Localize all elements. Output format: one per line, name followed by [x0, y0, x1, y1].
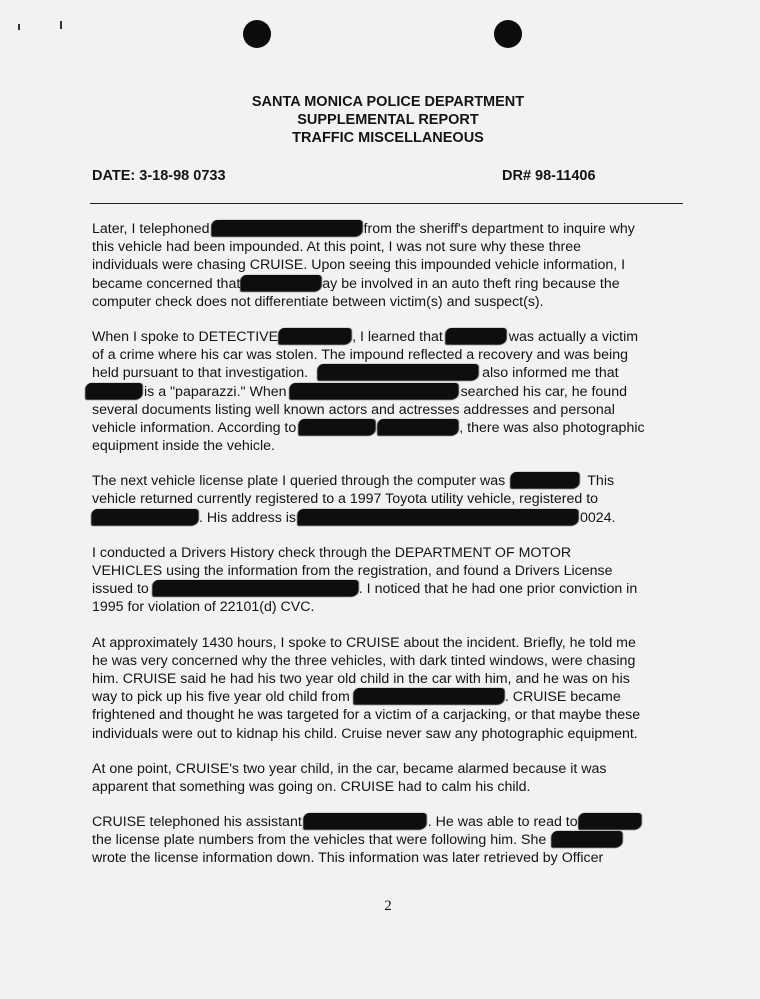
report-type: SUPPLEMENTAL REPORT — [297, 112, 479, 128]
redaction-bar — [511, 472, 579, 488]
text-line: individuals were chasing CRUISE. Upon seeing this impounded vehicle information, I — [92, 257, 626, 274]
redaction-bar — [279, 328, 351, 344]
text-line: he was very concerned why the three vehicles, with dark tinted windows, were chasing — [92, 652, 636, 669]
text-line: At approximately 1430 hours, I spoke to CRUISE about the incident. Briefly, he told me — [92, 634, 636, 651]
punch-hole-right — [494, 20, 522, 48]
redaction-bar — [299, 419, 375, 435]
paragraph — [92, 472, 692, 527]
redaction-bar — [446, 328, 506, 344]
text-line: several documents listing well known actors and actresses addresses and personal — [92, 401, 615, 418]
scan-speck — [18, 24, 20, 30]
redaction-bar — [378, 419, 458, 435]
paragraph — [92, 328, 692, 455]
text-line: The next vehicle license plate I queried through the computer was This — [92, 473, 615, 490]
redaction-bar — [86, 383, 142, 399]
text-line: became concerned that ay be involved in an auto theft ring because the — [92, 275, 620, 292]
redaction-bar — [298, 509, 578, 525]
text-line: held pursuant to that investigation. also informed me that — [92, 365, 619, 382]
redaction-bar — [318, 364, 478, 380]
text-line: wrote the license information down. This information was later retrieved by Officer — [92, 850, 604, 867]
page-number: 2 — [384, 898, 392, 914]
scan-speck — [60, 21, 62, 29]
text-line: VEHICLES using the information from the registration, and found a Drivers License — [92, 563, 613, 579]
text-line: is a "paparazzi." When searched his car, he found — [86, 383, 692, 401]
redaction-bar — [92, 509, 198, 525]
report-date: DATE: 3-18-98 0733 — [92, 168, 226, 184]
paragraph — [92, 760, 692, 796]
paragraph — [92, 813, 692, 868]
report-body — [92, 220, 692, 885]
paragraph — [92, 220, 692, 311]
text-line: individuals were out to kidnap his child. Cruise never saw any photographic equipment. — [92, 725, 638, 742]
text-line: apparent that something was going on. CRUISE had to calm his child. — [92, 778, 531, 795]
redaction-bar — [354, 688, 504, 704]
text-line: the license plate numbers from the vehicles that were following him. She — [92, 831, 692, 849]
text-line: . His address is 0024. — [92, 509, 692, 527]
text-line: CRUISE telephoned his assistant . He was able to read to — [92, 813, 692, 831]
text-line: of a crime where his car was stolen. The impound reflected a recovery and was being — [92, 347, 628, 364]
text-line: I conducted a Drivers History check through the DEPARTMENT OF MOTOR — [92, 544, 572, 561]
text-line: him. CRUISE said he had his two year old child in the car with him, and he was on his — [92, 670, 630, 687]
text-line: vehicle returned currently registered to a 1997 Toyota utility vehicle, registered to — [92, 491, 599, 508]
header-divider — [90, 203, 683, 204]
text-line: frightened and thought he was targeted for a victim of a carjacking, or that maybe these — [92, 707, 641, 724]
text-line: equipment inside the vehicle. — [92, 438, 275, 455]
punch-hole-left — [243, 20, 271, 48]
redaction-bar — [304, 813, 426, 829]
redaction-bar — [579, 813, 641, 829]
text-line: Later, I telephoned from the sheriff's department to inquire why — [92, 221, 635, 237]
paragraph — [92, 544, 692, 617]
dr-number: DR# 98-11406 — [502, 168, 596, 184]
text-line: vehicle information. According to , there was also photographic — [92, 419, 645, 436]
redaction-bar — [153, 580, 358, 596]
redaction-bar — [241, 275, 321, 291]
report-header — [0, 93, 760, 147]
text-line: At one point, CRUISE's two year child, in the car, became alarmed because it was — [92, 760, 607, 777]
text-line: computer check does not differentiate between victim(s) and suspect(s). — [92, 293, 544, 310]
text-line: way to pick up his five year old child from . CRUISE became — [92, 689, 621, 706]
redaction-bar — [212, 220, 362, 236]
redaction-bar — [290, 383, 458, 399]
text-line: this vehicle had been impounded. At this point, I was not sure why these three — [92, 239, 581, 256]
text-line: 1995 for violation of 22101(d) CVC. — [92, 599, 315, 616]
paragraph — [92, 634, 692, 743]
redaction-bar — [552, 831, 622, 847]
department-name: SANTA MONICA POLICE DEPARTMENT — [251, 94, 525, 110]
report-category: TRAFFIC MISCELLANEOUS — [292, 130, 484, 146]
text-line: When I spoke to DETECTIVE , I learned that was actually a victim — [92, 328, 639, 345]
text-line: issued to . I noticed that he had one prior conviction in — [92, 581, 638, 598]
